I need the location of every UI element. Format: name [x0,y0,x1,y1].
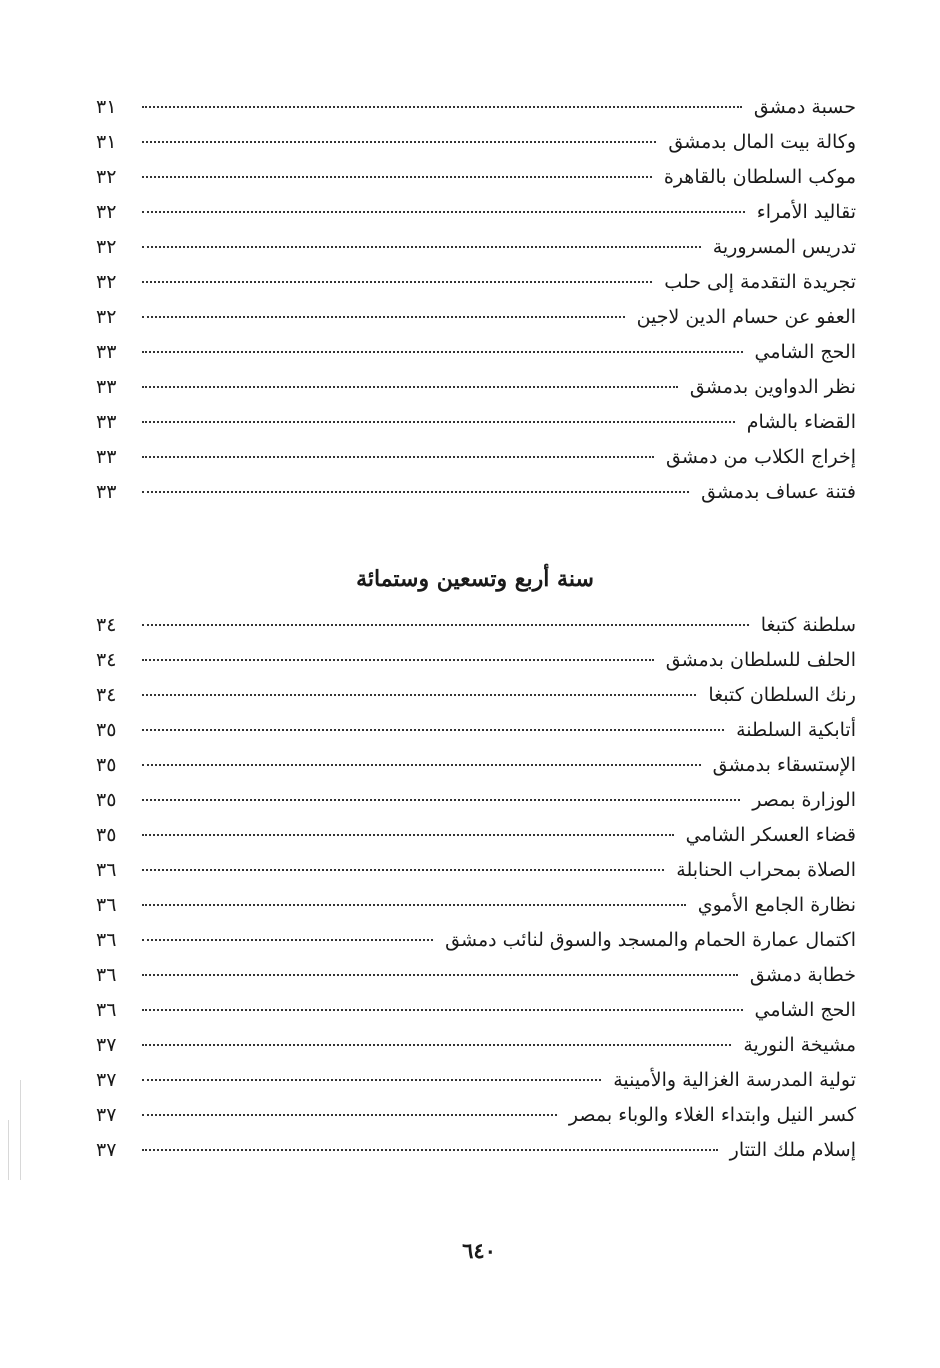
toc-leader-dots [142,1044,731,1046]
toc-entry-title: اكتمال عمارة الحمام والمسجد والسوق لنائب دمشق [445,929,856,951]
toc-entry[interactable] [96,754,856,789]
toc-leader-dots [142,211,745,213]
section-heading: سنة أربع وتسعين وستمائة [356,566,594,592]
toc-entry-page: ٣٢ [96,271,117,293]
toc-leader-dots [142,729,724,731]
toc-entry-page: ٣٧ [96,1034,117,1056]
toc-entry-title: أتابكية السلطنة [736,719,856,741]
toc-leader-dots [142,904,686,906]
toc-leader-dots [142,624,749,626]
toc-leader-dots [142,1079,601,1081]
toc-entry-page: ٣٦ [96,894,117,916]
toc-leader-dots [142,1009,743,1011]
toc-entry-title: قضاء العسكر الشامي [685,824,856,846]
toc-entry-page: ٣٤ [96,684,117,706]
toc-entry-page: ٣٢ [96,236,117,258]
toc-entry-title: كسر النيل وابتداء الغلاء والوباء بمصر [568,1104,856,1126]
toc-entry-title: مشيخة النورية [743,1034,856,1056]
toc-entry-title: تقاليد الأمراء [756,201,856,223]
toc-leader-dots [142,764,701,766]
toc-entry-page: ٣٦ [96,999,117,1021]
toc-entry-title: الإستسقاء بدمشق [712,754,856,776]
toc-leader-dots [142,939,433,941]
toc-entry[interactable] [96,894,856,929]
toc-entry-title: تدريس المسرورية [712,236,856,258]
toc-entry-page: ٣٣ [96,481,117,503]
toc-entry-page: ٣٤ [96,649,117,671]
toc-entry-title: نظر الدواوين بدمشق [689,376,856,398]
toc-leader-dots [142,834,674,836]
toc-entry[interactable] [96,964,856,999]
toc-entry-page: ٣٢ [96,306,117,328]
toc-entry[interactable] [96,96,856,131]
toc-entry-title: تجريدة التقدمة إلى حلب [664,271,856,293]
toc-entry-page: ٣٤ [96,614,117,636]
toc-entry[interactable] [96,271,856,306]
toc-entry[interactable] [96,649,856,684]
toc-entry-title: الحج الشامي [754,999,856,1021]
toc-entry-title: فتنة عساف بدمشق [701,481,856,503]
toc-entry-title: سلطنة كتبغا [760,614,856,636]
toc-leader-dots [142,694,696,696]
toc-entry-page: ٣٣ [96,446,117,468]
toc-entry[interactable] [96,166,856,201]
toc-entry-page: ٣١ [96,96,117,118]
toc-entry-page: ٣٦ [96,964,117,986]
toc-leader-dots [142,246,701,248]
toc-entry-page: ٣٢ [96,201,117,223]
toc-leader-dots [142,1149,718,1151]
toc-entry-title: نظارة الجامع الأموي [697,894,856,916]
toc-leader-dots [142,281,652,283]
toc-entry-page: ٣٦ [96,929,117,951]
toc-entry[interactable] [96,131,856,166]
toc-entry[interactable] [96,446,856,481]
toc-leader-dots [142,1114,557,1116]
toc-entry-page: ٣٣ [96,341,117,363]
toc-entry-title: الحج الشامي [754,341,856,363]
toc-entry-title: القضاء بالشام [746,411,856,433]
toc-entry[interactable] [96,481,856,516]
scan-margin-line [20,1080,21,1180]
toc-leader-dots [142,386,678,388]
toc-leader-dots [142,869,664,871]
toc-entry[interactable] [96,684,856,719]
toc-entry-page: ٣٣ [96,411,117,433]
toc-entry-page: ٣٥ [96,754,117,776]
toc-leader-dots [142,316,625,318]
toc-entry-title: موكب السلطان بالقاهرة [663,166,856,188]
toc-leader-dots [142,659,654,661]
toc-entry-page: ٣٦ [96,859,117,881]
toc-leader-dots [142,491,689,493]
toc-entry[interactable] [96,1139,856,1174]
toc-entry-page: ٣٧ [96,1104,117,1126]
toc-entry[interactable] [96,1104,856,1139]
toc-leader-dots [142,974,738,976]
toc-entry[interactable] [96,236,856,271]
toc-entry[interactable] [96,999,856,1034]
toc-entry[interactable] [96,719,856,754]
toc-entry-page: ٣٣ [96,376,117,398]
toc-leader-dots [142,421,735,423]
toc-list-part-2 [96,614,856,1174]
toc-entry[interactable] [96,376,856,411]
toc-entry[interactable] [96,824,856,859]
toc-entry-title: وكالة بيت المال بدمشق [668,131,856,153]
page-number: ٦٤٠ [462,1238,496,1263]
toc-entry[interactable] [96,614,856,649]
toc-entry-title: إسلام ملك التتار [729,1139,856,1161]
toc-entry[interactable] [96,341,856,376]
toc-list-part-1 [96,96,856,516]
toc-leader-dots [142,456,654,458]
toc-entry-title: رنك السلطان كتبغا [708,684,856,706]
toc-entry[interactable] [96,411,856,446]
toc-entry[interactable] [96,306,856,341]
toc-entry-title: خطابة دمشق [749,964,856,986]
toc-entry-title: الوزارة بمصر [752,789,856,811]
toc-entry-page: ٣١ [96,131,117,153]
scan-margin-line [8,1120,9,1180]
toc-entry-title: الصلاة بمحراب الحنابلة [676,859,856,881]
toc-entry[interactable] [96,789,856,824]
toc-leader-dots [142,351,743,353]
toc-entry-page: ٣٥ [96,789,117,811]
toc-entry-title: تولية المدرسة الغزالية والأمينية [613,1069,856,1091]
toc-leader-dots [142,799,740,801]
toc-entry-page: ٣٥ [96,719,117,741]
toc-entry-title: حسبة دمشق [753,96,856,118]
toc-entry-page: ٣٢ [96,166,117,188]
toc-entry[interactable] [96,1034,856,1069]
toc-entry-title: الحلف للسلطان بدمشق [665,649,856,671]
toc-leader-dots [142,176,652,178]
toc-entry[interactable] [96,929,856,964]
toc-entry-title: إخراج الكلاب من دمشق [665,446,856,468]
toc-entry-page: ٣٥ [96,824,117,846]
toc-entry[interactable] [96,201,856,236]
toc-leader-dots [142,141,656,143]
toc-entry[interactable] [96,1069,856,1104]
toc-entry[interactable] [96,859,856,894]
toc-entry-page: ٣٧ [96,1139,117,1161]
toc-leader-dots [142,106,742,108]
toc-entry-title: العفو عن حسام الدين لاجين [636,306,856,328]
toc-entry-page: ٣٧ [96,1069,117,1091]
